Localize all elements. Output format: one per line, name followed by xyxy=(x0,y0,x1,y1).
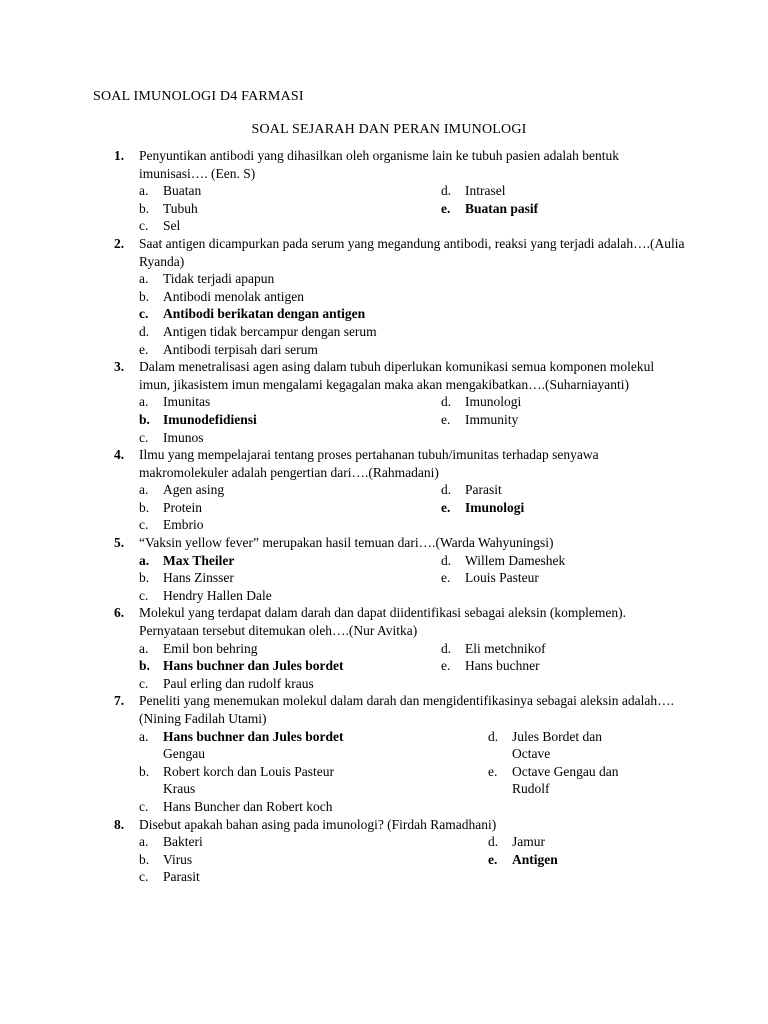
options xyxy=(139,481,687,534)
question-number: 8. xyxy=(114,816,125,832)
doc-title: SOAL IMUNOLOGI D4 FARMASI xyxy=(93,89,304,104)
option-b: b. Antibodi menolak antigen xyxy=(139,288,304,304)
option-c: c. Imunos xyxy=(139,429,204,445)
question-text: Penyuntikan antibodi yang dihasilkan oleh organisme lain ke tubuh pasien adalah bentuk imunisasi…. (Een. S) xyxy=(139,148,620,181)
question-text: Ilmu yang mempelajarai tentang proses pertahanan tubuh/imunitas terhadap senyawa makromolekuler adalah pengertian dari….(Rahmadani) xyxy=(139,447,599,480)
options xyxy=(139,640,687,693)
option-b-answer: b. Hans buchner dan Jules bordet xyxy=(139,658,344,674)
option-d: d. Antigen tidak bercampur dengan serum xyxy=(139,323,377,339)
question-text: Disebut apakah bahan asing pada imunologi? (Firdah Ramadhani) xyxy=(139,816,497,832)
option-c: c. Hans Buncher dan Robert koch xyxy=(139,798,333,814)
question-7 xyxy=(112,692,687,815)
question-number: 1. xyxy=(114,148,125,163)
option-c: c. Hendry Hallen Dale xyxy=(139,587,272,603)
question-6 xyxy=(112,604,687,692)
option-a: a. Agen asing xyxy=(139,482,225,498)
option-b: b. Robert korch dan Louis Pasteur Kraus xyxy=(139,763,334,797)
options xyxy=(139,270,687,358)
question-8 xyxy=(112,816,687,886)
option-e: e. Antibodi terpisah dari serum xyxy=(139,341,318,357)
option-a-answer: a. Max Theiler xyxy=(139,552,235,568)
option-a: a. Tidak terjadi apapun xyxy=(139,271,275,287)
question-text: “Vaksin yellow fever” merupakan hasil temuan dari….(Warda Wahyuningsi) xyxy=(139,535,554,551)
option-a-answer: a. Hans buchner dan Jules bordet Gengau xyxy=(139,728,344,762)
option-e: e. Louis Pasteur xyxy=(441,570,539,586)
option-a: a. Emil bon behring xyxy=(139,640,258,656)
option-b-answer: b. Imunodefidiensi xyxy=(139,411,257,427)
option-d: d. Parasit xyxy=(441,482,502,498)
option-b: b. Hans Zinsser xyxy=(139,570,234,586)
options xyxy=(139,833,687,886)
option-d: d. Intrasel xyxy=(441,183,506,199)
options xyxy=(139,393,687,446)
option-d: d. Jamur xyxy=(488,834,545,850)
section-title: SOAL SEJARAH DAN PERAN IMUNOLOGI xyxy=(251,122,527,137)
option-a-continuation: Gengau xyxy=(163,746,205,762)
question-4 xyxy=(112,446,687,534)
question-number: 7. xyxy=(114,693,125,709)
question-text: Molekul yang terdapat dalam darah dan dapat diidentifikasi sebagai aleksin (komplemen). Pernyataan tersebut ditemukan oleh….(Nur Avitka) xyxy=(139,605,626,639)
option-d: d. Eli metchnikof xyxy=(441,640,546,656)
question-number: 2. xyxy=(114,235,125,251)
option-a: a. Buatan xyxy=(139,183,202,199)
option-c: c. Paul erling dan rudolf kraus xyxy=(139,675,314,691)
question-1 xyxy=(112,147,687,235)
option-a: a. Bakteri xyxy=(139,834,203,850)
option-e-answer: e. Buatan pasif xyxy=(441,200,539,216)
option-e-answer: e. Antigen xyxy=(488,851,558,867)
option-d: d. Jules Bordet dan Octave xyxy=(488,728,602,762)
question-text: Peneliti yang menemukan molekul dalam darah dan mengidentifikasinya sebagai aleksin adalah….(Nining Fadilah Utami) xyxy=(139,693,674,726)
question-2 xyxy=(112,235,687,358)
option-b: b. Protein xyxy=(139,499,202,515)
option-b: b. Virus xyxy=(139,851,193,867)
option-d: d. Imunologi xyxy=(441,394,522,410)
option-e: e. Hans buchner xyxy=(441,658,540,674)
options xyxy=(139,182,687,235)
question-number: 5. xyxy=(114,535,125,551)
option-b-continuation: Kraus xyxy=(163,781,196,797)
option-b: b. Tubuh xyxy=(139,200,198,216)
question-number: 4. xyxy=(114,447,125,463)
option-c-answer: c. Antibodi berikatan dengan antigen xyxy=(139,306,366,322)
question-3 xyxy=(112,358,687,446)
option-c: c. Embrio xyxy=(139,517,204,533)
option-e: e. Octave Gengau dan Rudolf xyxy=(488,763,619,797)
options xyxy=(139,728,687,816)
question-text: Dalam menetralisasi agen asing dalam tubuh diperlukan komunikasi semua komponen molekul imun, jikasistem imun mengalami kegagalan maka akan mengakibatkan….(Suharniayanti) xyxy=(139,359,655,392)
option-c: c. Sel xyxy=(139,218,181,234)
question-5 xyxy=(112,534,687,604)
question-list xyxy=(112,147,687,886)
option-a: a. Imunitas xyxy=(139,394,211,410)
option-e-answer: e. Imunologi xyxy=(441,499,525,515)
option-d: d. Willem Dameshek xyxy=(441,552,566,568)
question-text: Saat antigen dicampurkan pada serum yang megandung antibodi, reaksi yang terjadi adalah….(Aulia Ryanda) xyxy=(139,235,685,269)
option-c: c. Parasit xyxy=(139,869,200,885)
options xyxy=(139,552,687,605)
question-number: 6. xyxy=(114,605,125,621)
question-number: 3. xyxy=(114,359,125,375)
option-e: e. Immunity xyxy=(441,411,519,427)
